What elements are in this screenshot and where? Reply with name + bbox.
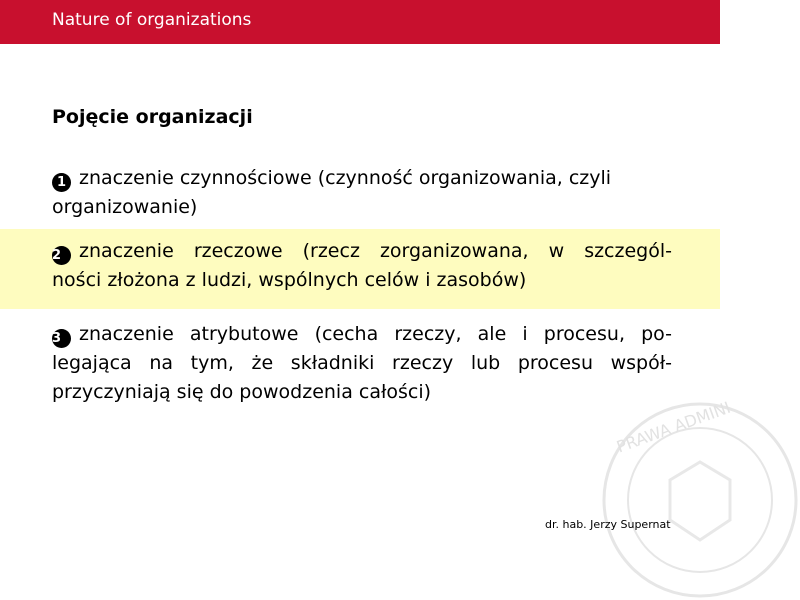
list-item-2-text-1: znaczenie rzeczowe (rzecz zorganizowana, w szczegól- — [79, 240, 672, 262]
bullet-1-icon: 1 — [52, 173, 71, 192]
list-item-3 — [52, 320, 672, 407]
bullet-2-icon: 2 — [52, 246, 71, 265]
list-item-2-line-1 — [52, 237, 672, 266]
list-item-1-line-1 — [52, 164, 672, 193]
list-item-3-line-3: przyczyniają się do powodzenia całości) — [52, 381, 432, 403]
footer-author: dr. hab. Jerzy Supernat — [545, 518, 671, 531]
header-bar — [0, 0, 720, 44]
seal-text: PRAWA ADMINI — [614, 397, 733, 457]
list-item-3-line-1 — [52, 320, 672, 349]
university-seal-watermark — [600, 397, 800, 600]
list-item-3-line-2: legająca na tym, że składniki rzeczy lub procesu współ- — [52, 352, 672, 374]
list-item-1-text-1: znaczenie czynnościowe (czynność organizowania, czyli — [79, 167, 612, 189]
slide-section-title: Nature of organizations — [52, 10, 252, 30]
list-item-1 — [52, 164, 672, 222]
slide-heading: Pojęcie organizacji — [52, 106, 253, 128]
list-item-3-text-1: znaczenie atrybutowe (cecha rzeczy, ale i procesu, po- — [79, 323, 672, 345]
list-item-2 — [52, 237, 672, 295]
list-item-1-line-2: organizowanie) — [52, 196, 198, 218]
list-item-2-line-2: ności złożona z ludzi, wspólnych celów i zasobów) — [52, 269, 527, 291]
bullet-3-icon: 3 — [52, 329, 71, 348]
